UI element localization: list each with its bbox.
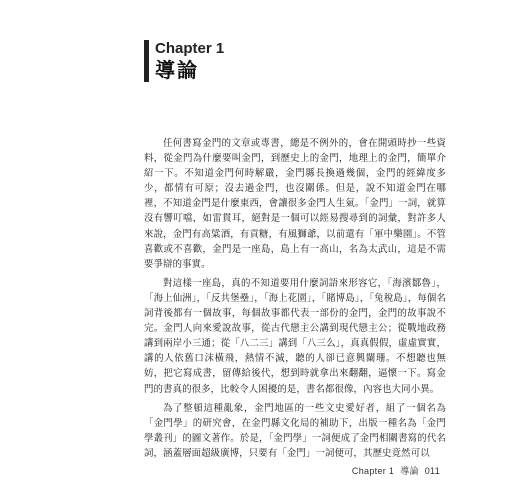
paragraph-2: 對這樣一座島，真的不知道要用什麼詞語來形容它，「海濱鄒魯」，「海上仙洲」，「反共堡壘」，「海上花園」，「賭博島」，「兔稅島」，每個名詞背後都有一個故事，每個故事都代表一部份的金門，金門的故事說不完。金門人向來愛說故事，從古代戀主公講到現代戀主公；從戰地政務講到兩岸小三通；從「八二三」講到「八三么」，真真假假，虛虛實實，講的人依舊口沫橫飛，熱情不減，聽的人卻已意興闌珊。不想聽也無妨，把它寫成書，留傳給後代，想到時就拿出來翻翻，逼懷一下。寫金門的書真的很多，比較令人困擾的是，書名都很像，內容也大同小異。 (144, 277, 446, 395)
chapter-number: Chapter 1 (155, 40, 225, 57)
chapter-title: 導論 (155, 58, 199, 82)
paragraph-1: 任何書寫金門的文章或專書，總是不例外的，會在開頭時抄一些資料，從金門為什麼要叫金門，到歷史上的金門，地理上的金門，簡單介紹一下。不知道金門何時解嚴，金門縣長換過幾個，金門的經緯度多少，都情有可原；沒去過金門，也沒關係。但是，說不知道金門在哪裡，不知道金門是什麼東西，會讓很多金門人生氣。「金門」一詞，就算沒有響叮噹，如雷貫耳，絕對是一個可以經易搜尋到的詞彙，對許多人來說，金門有高粱酒，有貢糖，有風獅爺，以前還有「軍中樂園」。不管喜歡或不喜歡，金門是一座島，島上有一高山，名為太武山，這是不需要爭辯的事實。 (144, 138, 446, 270)
page-footer (346, 464, 440, 477)
page-number: 011 (424, 466, 440, 476)
footer-section: 導論 (400, 466, 419, 476)
paragraph-3: 為了整頓這種亂象，金門地區的一些文史愛好者，組了一個名為「金門學」的研究會，在金門縣文化局的補助下，出版一種名為「金門學叢刊」的圖文著作。於是，「金門學」一詞便成了金門相關書寫的代名詞，涵蓋層面超級廣博，只要有「金門」一詞便可，其歷史竟然可以 (144, 402, 446, 459)
chapter-heading (144, 40, 224, 82)
footer-chapter-label: Chapter 1 (351, 466, 395, 476)
body-text (144, 136, 446, 465)
